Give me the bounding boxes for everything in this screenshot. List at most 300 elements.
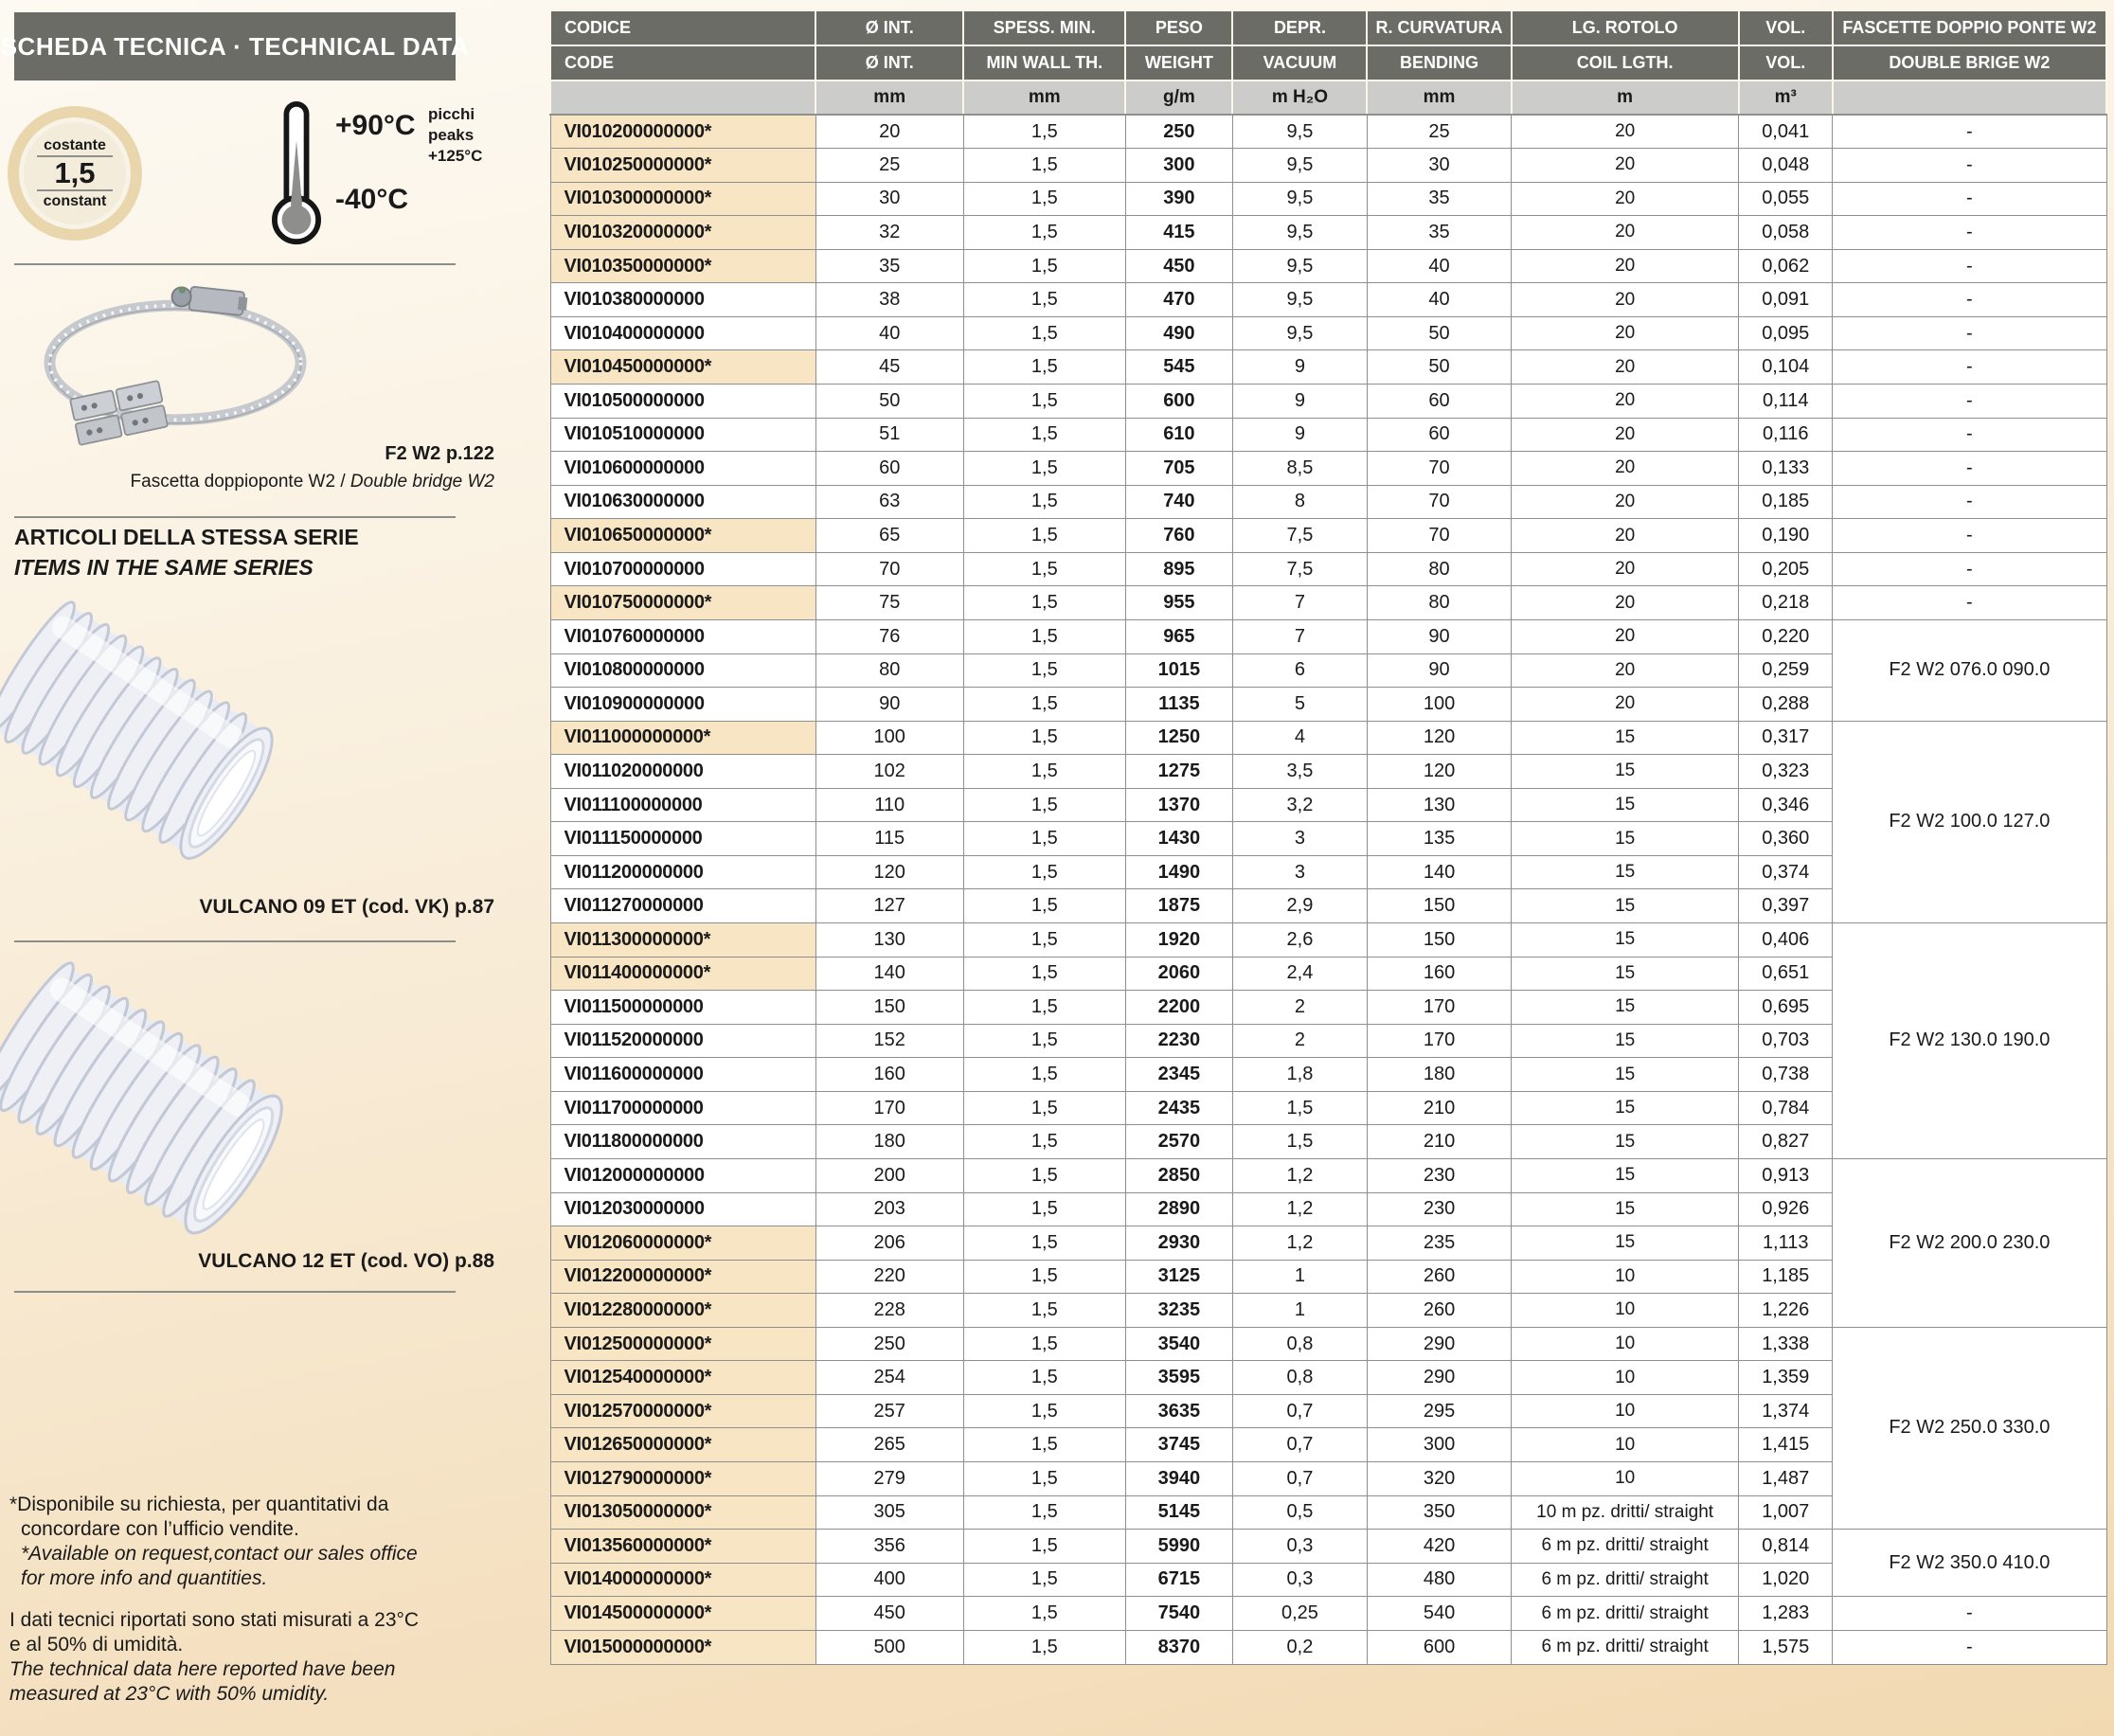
divider (14, 940, 456, 942)
min-wall-cell: 1,5 (963, 721, 1125, 755)
weight-cell: 1370 (1125, 788, 1232, 822)
bending-cell: 70 (1367, 519, 1511, 553)
weight-cell: 415 (1125, 216, 1232, 250)
volume-cell: 0,133 (1739, 452, 1833, 486)
unit-cell: g/m (1125, 81, 1232, 115)
vacuum-cell: 1,5 (1232, 1125, 1367, 1159)
coil-length-cell: 20 (1512, 688, 1739, 722)
code-cell: VI010300000000* (550, 182, 815, 216)
volume-cell: 0,695 (1739, 991, 1833, 1025)
weight-cell: 2850 (1125, 1158, 1232, 1192)
inner-diameter-cell: 51 (815, 418, 963, 452)
code-cell: VI011700000000 (550, 1091, 815, 1125)
fascette-cell: F2 W2 350.0 410.0 (1833, 1530, 2106, 1597)
inner-diameter-cell: 110 (815, 788, 963, 822)
bending-cell: 235 (1367, 1226, 1511, 1261)
volume-cell: 0,913 (1739, 1158, 1833, 1192)
table-row (550, 216, 2106, 250)
inner-diameter-cell: 206 (815, 1226, 963, 1261)
footnote-line: concordare con l’ufficio vendite. (21, 1518, 299, 1540)
inner-diameter-cell: 305 (815, 1495, 963, 1530)
weight-cell: 1250 (1125, 721, 1232, 755)
series-title-it: ARTICOLI DELLA STESSA SERIE (14, 525, 359, 549)
hose-clamp-image (24, 271, 327, 453)
inner-diameter-cell: 20 (815, 115, 963, 149)
volume-cell: 0,185 (1739, 485, 1833, 519)
column-header: WEIGHT (1125, 45, 1232, 81)
fascette-cell: F2 W2 076.0 090.0 (1833, 619, 2106, 721)
volume-cell: 1,185 (1739, 1260, 1833, 1294)
coil-length-cell: 15 (1512, 923, 1739, 957)
coil-length-cell: 20 (1512, 418, 1739, 452)
coil-length-cell: 20 (1512, 149, 1739, 183)
coil-length-cell: 20 (1512, 619, 1739, 653)
inner-diameter-cell: 140 (815, 957, 963, 991)
vacuum-cell: 0,2 (1232, 1630, 1367, 1664)
min-wall-cell: 1,5 (963, 1428, 1125, 1462)
bending-cell: 210 (1367, 1125, 1511, 1159)
table-row (550, 1630, 2106, 1664)
weight-cell: 2890 (1125, 1192, 1232, 1226)
bending-cell: 480 (1367, 1563, 1511, 1597)
table-body (550, 115, 2106, 1665)
coil-length-cell: 10 (1512, 1260, 1739, 1294)
code-cell: VI011800000000 (550, 1125, 815, 1159)
divider (14, 1291, 456, 1293)
weight-cell: 300 (1125, 149, 1232, 183)
min-wall-cell: 1,5 (963, 1260, 1125, 1294)
min-wall-cell: 1,5 (963, 586, 1125, 620)
footnote-line: *Disponibile su richiesta, per quantitativi da (9, 1494, 389, 1515)
weight-cell: 490 (1125, 316, 1232, 350)
bending-cell: 120 (1367, 721, 1511, 755)
coil-length-cell: 15 (1512, 957, 1739, 991)
hose-image-vulcano-09 (0, 583, 305, 900)
volume-cell: 0,738 (1739, 1058, 1833, 1092)
bending-cell: 100 (1367, 688, 1511, 722)
weight-cell: 3540 (1125, 1327, 1232, 1361)
table-row (550, 1530, 2106, 1564)
weight-cell: 965 (1125, 619, 1232, 653)
volume-cell: 0,926 (1739, 1192, 1833, 1226)
volume-cell: 1,007 (1739, 1495, 1833, 1530)
inner-diameter-cell: 75 (815, 586, 963, 620)
fascette-cell: - (1833, 249, 2106, 283)
code-cell: VI012000000000 (550, 1158, 815, 1192)
coil-length-cell: 10 m pz. dritti/ straight (1512, 1495, 1739, 1530)
code-cell: VI010900000000 (550, 688, 815, 722)
code-cell: VI010500000000 (550, 385, 815, 419)
code-cell: VI011000000000* (550, 721, 815, 755)
vacuum-cell: 1,5 (1232, 1091, 1367, 1125)
table-row (550, 452, 2106, 486)
code-cell: VI013050000000* (550, 1495, 815, 1530)
vacuum-cell: 1 (1232, 1260, 1367, 1294)
volume-cell: 1,487 (1739, 1462, 1833, 1496)
coil-length-cell: 10 (1512, 1394, 1739, 1428)
inner-diameter-cell: 400 (815, 1563, 963, 1597)
footnote-line: for more info and quantities. (21, 1567, 268, 1589)
inner-diameter-cell: 25 (815, 149, 963, 183)
min-wall-cell: 1,5 (963, 149, 1125, 183)
fascette-cell: - (1833, 1630, 2106, 1664)
page-title: SCHEDA TECNICA · TECHNICAL DATA (14, 12, 456, 81)
column-header: SPESS. MIN. (963, 10, 1125, 45)
vacuum-cell: 7,5 (1232, 552, 1367, 586)
coil-length-cell: 15 (1512, 1024, 1739, 1058)
vacuum-cell: 0,5 (1232, 1495, 1367, 1530)
inner-diameter-cell: 127 (815, 889, 963, 923)
coil-length-cell: 15 (1512, 822, 1739, 856)
fascette-cell: - (1833, 586, 2106, 620)
inner-diameter-cell: 100 (815, 721, 963, 755)
coil-length-cell: 20 (1512, 316, 1739, 350)
vacuum-cell: 7 (1232, 619, 1367, 653)
inner-diameter-cell: 90 (815, 688, 963, 722)
table-row (550, 552, 2106, 586)
technical-data-table (549, 9, 2107, 1665)
min-wall-cell: 1,5 (963, 1495, 1125, 1530)
column-header: CODICE (550, 10, 815, 45)
table-row (550, 418, 2106, 452)
coil-length-cell: 15 (1512, 1058, 1739, 1092)
volume-cell: 0,062 (1739, 249, 1833, 283)
vacuum-cell: 1,8 (1232, 1058, 1367, 1092)
coil-length-cell: 10 (1512, 1294, 1739, 1328)
code-cell: VI011100000000 (550, 788, 815, 822)
inner-diameter-cell: 35 (815, 249, 963, 283)
badge-value: 1,5 (54, 156, 96, 189)
bending-cell: 170 (1367, 991, 1511, 1025)
weight-cell: 1430 (1125, 822, 1232, 856)
min-wall-cell: 1,5 (963, 855, 1125, 889)
coil-length-cell: 15 (1512, 991, 1739, 1025)
weight-cell: 5990 (1125, 1530, 1232, 1564)
coil-length-cell: 6 m pz. dritti/ straight (1512, 1597, 1739, 1631)
hose-image-vulcano-12 (0, 943, 316, 1277)
vacuum-cell: 1,2 (1232, 1158, 1367, 1192)
clamp-reference: F2 W2 p.122 (385, 443, 494, 464)
bending-cell: 230 (1367, 1192, 1511, 1226)
weight-cell: 600 (1125, 385, 1232, 419)
unit-cell: m H₂O (1232, 81, 1367, 115)
weight-cell: 1920 (1125, 923, 1232, 957)
volume-cell: 0,116 (1739, 418, 1833, 452)
bending-cell: 90 (1367, 619, 1511, 653)
min-wall-cell: 1,5 (963, 452, 1125, 486)
min-wall-cell: 1,5 (963, 519, 1125, 553)
vacuum-cell: 9,5 (1232, 283, 1367, 317)
code-cell: VI012570000000* (550, 1394, 815, 1428)
bending-cell: 40 (1367, 283, 1511, 317)
bending-cell: 295 (1367, 1394, 1511, 1428)
fascette-cell: F2 W2 200.0 230.0 (1833, 1158, 2106, 1327)
weight-cell: 3235 (1125, 1294, 1232, 1328)
coil-length-cell: 15 (1512, 889, 1739, 923)
volume-cell: 0,205 (1739, 552, 1833, 586)
table-row (550, 385, 2106, 419)
column-header: DOUBLE BRIGE W2 (1833, 45, 2106, 81)
table-row (550, 519, 2106, 553)
min-wall-cell: 1,5 (963, 1563, 1125, 1597)
inner-diameter-cell: 228 (815, 1294, 963, 1328)
table-row (550, 350, 2106, 385)
column-header: LG. ROTOLO (1512, 10, 1739, 45)
inner-diameter-cell: 150 (815, 991, 963, 1025)
bending-cell: 420 (1367, 1530, 1511, 1564)
table-row (550, 1327, 2106, 1361)
inner-diameter-cell: 50 (815, 385, 963, 419)
badge-ring (19, 117, 131, 229)
bending-cell: 540 (1367, 1597, 1511, 1631)
min-wall-cell: 1,5 (963, 653, 1125, 688)
footnote-line: I dati tecnici riportati sono stati misurati a 23°C (9, 1609, 420, 1631)
vacuum-cell: 9,5 (1232, 216, 1367, 250)
min-wall-cell: 1,5 (963, 1192, 1125, 1226)
code-cell: VI010200000000* (550, 115, 815, 149)
code-cell: VI010510000000 (550, 418, 815, 452)
bending-cell: 210 (1367, 1091, 1511, 1125)
weight-cell: 3595 (1125, 1361, 1232, 1395)
fascette-cell: - (1833, 485, 2106, 519)
vacuum-cell: 2 (1232, 1024, 1367, 1058)
code-cell: VI011150000000 (550, 822, 815, 856)
vacuum-cell: 9 (1232, 418, 1367, 452)
vacuum-cell: 0,7 (1232, 1394, 1367, 1428)
min-wall-cell: 1,5 (963, 283, 1125, 317)
min-wall-cell: 1,5 (963, 957, 1125, 991)
bending-cell: 160 (1367, 957, 1511, 991)
weight-cell: 3125 (1125, 1260, 1232, 1294)
table-row (550, 316, 2106, 350)
bending-cell: 130 (1367, 788, 1511, 822)
table-row (550, 721, 2106, 755)
vacuum-cell: 9 (1232, 350, 1367, 385)
code-cell: VI014500000000* (550, 1597, 815, 1631)
divider (14, 263, 456, 265)
fascette-cell: F2 W2 130.0 190.0 (1833, 923, 2106, 1159)
coil-length-cell: 15 (1512, 721, 1739, 755)
inner-diameter-cell: 130 (815, 923, 963, 957)
coil-length-cell: 15 (1512, 788, 1739, 822)
inner-diameter-cell: 120 (815, 855, 963, 889)
vacuum-cell: 0,25 (1232, 1597, 1367, 1631)
volume-cell: 0,374 (1739, 855, 1833, 889)
bending-cell: 150 (1367, 923, 1511, 957)
unit-cell (550, 81, 815, 115)
volume-cell: 0,104 (1739, 350, 1833, 385)
footnotes (9, 1493, 488, 1724)
footnote-line: e al 50% di umidità. (9, 1634, 184, 1655)
weight-cell: 2930 (1125, 1226, 1232, 1261)
volume-cell: 1,374 (1739, 1394, 1833, 1428)
code-cell: VI011600000000 (550, 1058, 815, 1092)
vacuum-cell: 0,3 (1232, 1563, 1367, 1597)
vacuum-cell: 9 (1232, 385, 1367, 419)
table-row (550, 1158, 2106, 1192)
vacuum-cell: 4 (1232, 721, 1367, 755)
vacuum-cell: 2,4 (1232, 957, 1367, 991)
min-wall-cell: 1,5 (963, 1058, 1125, 1092)
code-cell: VI013560000000* (550, 1530, 815, 1564)
vacuum-cell: 2,6 (1232, 923, 1367, 957)
vacuum-cell: 1,2 (1232, 1192, 1367, 1226)
coil-length-cell: 20 (1512, 586, 1739, 620)
min-wall-cell: 1,5 (963, 418, 1125, 452)
volume-cell: 1,338 (1739, 1327, 1833, 1361)
column-header: COIL LGTH. (1512, 45, 1739, 81)
inner-diameter-cell: 40 (815, 316, 963, 350)
coil-length-cell: 20 (1512, 452, 1739, 486)
clamp-caption: Fascetta doppioponte W2 / Double bridge W2 (130, 472, 494, 492)
fascette-cell: - (1833, 418, 2106, 452)
table-row (550, 249, 2106, 283)
table-row (550, 182, 2106, 216)
bending-cell: 260 (1367, 1294, 1511, 1328)
column-header: MIN WALL TH. (963, 45, 1125, 81)
volume-cell: 0,317 (1739, 721, 1833, 755)
column-header: R. CURVATURA (1367, 10, 1511, 45)
unit-cell: mm (1367, 81, 1511, 115)
bending-cell: 140 (1367, 855, 1511, 889)
bending-cell: 35 (1367, 182, 1511, 216)
code-cell: VI012500000000* (550, 1327, 815, 1361)
table-row (550, 1597, 2106, 1631)
footnote-line: The technical data here reported have been (9, 1658, 396, 1680)
badge-divider (37, 189, 113, 191)
weight-cell: 450 (1125, 249, 1232, 283)
weight-cell: 545 (1125, 350, 1232, 385)
volume-cell: 0,041 (1739, 115, 1833, 149)
code-cell: VI010760000000 (550, 619, 815, 653)
badge-label-it: costante (44, 137, 106, 153)
bending-cell: 150 (1367, 889, 1511, 923)
table-row (550, 586, 2106, 620)
inner-diameter-cell: 152 (815, 1024, 963, 1058)
weight-cell: 760 (1125, 519, 1232, 553)
vacuum-cell: 0,8 (1232, 1327, 1367, 1361)
fascette-cell: - (1833, 216, 2106, 250)
code-cell: VI012200000000* (550, 1260, 815, 1294)
footnote-line: *Available on request,contact our sales office (21, 1543, 418, 1565)
min-wall-cell: 1,5 (963, 249, 1125, 283)
coil-length-cell: 20 (1512, 216, 1739, 250)
vacuum-cell: 2 (1232, 991, 1367, 1025)
weight-cell: 1135 (1125, 688, 1232, 722)
fascette-cell: - (1833, 115, 2106, 149)
code-cell: VI011400000000* (550, 957, 815, 991)
weight-cell: 740 (1125, 485, 1232, 519)
weight-cell: 1490 (1125, 855, 1232, 889)
fascette-cell: F2 W2 250.0 330.0 (1833, 1327, 2106, 1529)
min-wall-cell: 1,5 (963, 1091, 1125, 1125)
code-cell: VI014000000000* (550, 1563, 815, 1597)
min-wall-cell: 1,5 (963, 552, 1125, 586)
inner-diameter-cell: 45 (815, 350, 963, 385)
inner-diameter-cell: 160 (815, 1058, 963, 1092)
code-cell: VI010380000000 (550, 283, 815, 317)
coil-length-cell: 15 (1512, 1125, 1739, 1159)
inner-diameter-cell: 180 (815, 1125, 963, 1159)
bending-cell: 135 (1367, 822, 1511, 856)
column-header: FASCETTE DOPPIO PONTE W2 (1833, 10, 2106, 45)
code-cell: VI011200000000 (550, 855, 815, 889)
code-cell: VI011500000000 (550, 991, 815, 1025)
bending-cell: 320 (1367, 1462, 1511, 1496)
code-cell: VI010450000000* (550, 350, 815, 385)
min-wall-cell: 1,5 (963, 1530, 1125, 1564)
fascette-cell: - (1833, 182, 2106, 216)
min-wall-cell: 1,5 (963, 619, 1125, 653)
coil-length-cell: 20 (1512, 385, 1739, 419)
column-header: Ø INT. (815, 10, 963, 45)
code-cell: VI011020000000 (550, 755, 815, 789)
table-header (550, 10, 2106, 115)
unit-cell: m (1512, 81, 1739, 115)
vacuum-cell: 6 (1232, 653, 1367, 688)
volume-cell: 1,415 (1739, 1428, 1833, 1462)
weight-cell: 470 (1125, 283, 1232, 317)
weight-cell: 895 (1125, 552, 1232, 586)
volume-cell: 1,359 (1739, 1361, 1833, 1395)
weight-cell: 3635 (1125, 1394, 1232, 1428)
min-wall-cell: 1,5 (963, 216, 1125, 250)
vacuum-cell: 5 (1232, 688, 1367, 722)
weight-cell: 3745 (1125, 1428, 1232, 1462)
min-wall-cell: 1,5 (963, 1125, 1125, 1159)
volume-cell: 0,058 (1739, 216, 1833, 250)
volume-cell: 0,218 (1739, 586, 1833, 620)
min-wall-cell: 1,5 (963, 182, 1125, 216)
coil-length-cell: 15 (1512, 755, 1739, 789)
footnote-line: measured at 23°C with 50% umidity. (9, 1683, 330, 1705)
coil-length-cell: 15 (1512, 1158, 1739, 1192)
fascette-cell: - (1833, 149, 2106, 183)
min-wall-cell: 1,5 (963, 1361, 1125, 1395)
table-row (550, 485, 2106, 519)
bending-cell: 60 (1367, 385, 1511, 419)
volume-cell: 0,360 (1739, 822, 1833, 856)
min-wall-cell: 1,5 (963, 1394, 1125, 1428)
inner-diameter-cell: 203 (815, 1192, 963, 1226)
vacuum-cell: 2,9 (1232, 889, 1367, 923)
coil-length-cell: 20 (1512, 653, 1739, 688)
coil-length-cell: 15 (1512, 1192, 1739, 1226)
volume-cell: 0,190 (1739, 519, 1833, 553)
min-wall-cell: 1,5 (963, 788, 1125, 822)
code-cell: VI010800000000 (550, 653, 815, 688)
vacuum-cell: 0,3 (1232, 1530, 1367, 1564)
code-cell: VI012650000000* (550, 1428, 815, 1462)
inner-diameter-cell: 200 (815, 1158, 963, 1192)
vacuum-cell: 1,2 (1232, 1226, 1367, 1261)
volume-cell: 0,055 (1739, 182, 1833, 216)
min-wall-cell: 1,5 (963, 822, 1125, 856)
inner-diameter-cell: 63 (815, 485, 963, 519)
inner-diameter-cell: 356 (815, 1530, 963, 1564)
volume-cell: 0,814 (1739, 1530, 1833, 1564)
inner-diameter-cell: 65 (815, 519, 963, 553)
divider (14, 516, 456, 518)
inner-diameter-cell: 115 (815, 822, 963, 856)
inner-diameter-cell: 500 (815, 1630, 963, 1664)
volume-cell: 0,220 (1739, 619, 1833, 653)
min-wall-cell: 1,5 (963, 1158, 1125, 1192)
inner-diameter-cell: 80 (815, 653, 963, 688)
column-header: Ø INT. (815, 45, 963, 81)
weight-cell: 705 (1125, 452, 1232, 486)
code-cell: VI010630000000 (550, 485, 815, 519)
